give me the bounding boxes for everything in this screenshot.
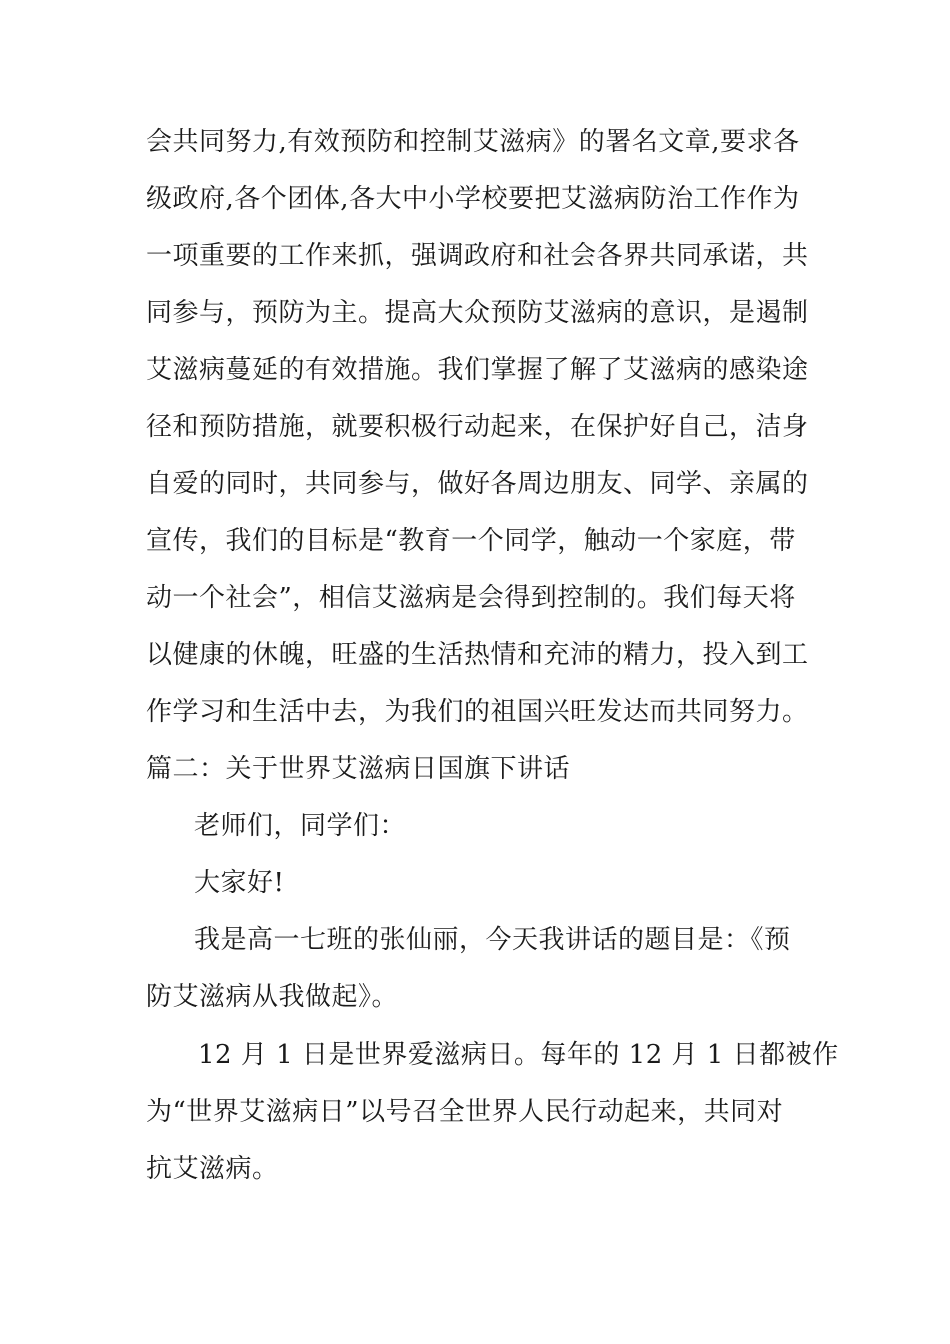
text-line: 同参与，预防为主。提高大众预防艾滋病的意识，是遏制 xyxy=(146,298,809,328)
text-line: 自爱的同时，共同参与，做好各周边朋友、同学、亲属的 xyxy=(146,469,809,499)
text-line: 宣传，我们的目标是“教育一个同学，触动一个家庭，带 xyxy=(146,526,796,556)
text-line: 以健康的休魄，旺盛的生活热情和充沛的精力，投入到工 xyxy=(146,640,809,670)
text-line: 径和预防措施，就要积极行动起来，在保护好自己，洁身 xyxy=(146,412,809,442)
text-line: 艾滋病蔓延的有效措施。我们掌握了解了艾滋病的感染途 xyxy=(146,355,809,385)
intro-line: 我是高一七班的张仙丽，今天我讲话的题目是：《预 xyxy=(194,925,791,955)
paragraph-line: 抗艾滋病。 xyxy=(146,1154,279,1184)
paragraph-line: 为“世界艾滋病日”以号召全世界人民行动起来，共同对 xyxy=(146,1097,784,1127)
greeting: 老师们，同学们： xyxy=(194,811,407,841)
intro-line: 防艾滋病从我做起》。 xyxy=(146,982,399,1012)
section-title: 篇二：关于世界艾滋病日国旗下讲话 xyxy=(146,754,571,784)
text-line: 作学习和生活中去，为我们的祖国兴旺发达而共同努力。 xyxy=(146,697,809,727)
text-line: 会共同努力,有效预防和控制艾滋病》的署名文章,要求各 xyxy=(146,127,800,157)
text-line: 动一个社会”，相信艾滋病是会得到控制的。我们每天将 xyxy=(146,583,796,613)
text-line: 一项重要的工作来抓，强调政府和社会各界共同承诺，共 xyxy=(146,241,809,271)
paragraph-line: 12 月 1 日是世界爱滋病日。每年的 12 月 1 日都被作 xyxy=(198,1040,839,1070)
hello: 大家好! xyxy=(194,868,285,898)
text-line: 级政府,各个团体,各大中小学校要把艾滋病防治工作作为 xyxy=(146,184,800,214)
